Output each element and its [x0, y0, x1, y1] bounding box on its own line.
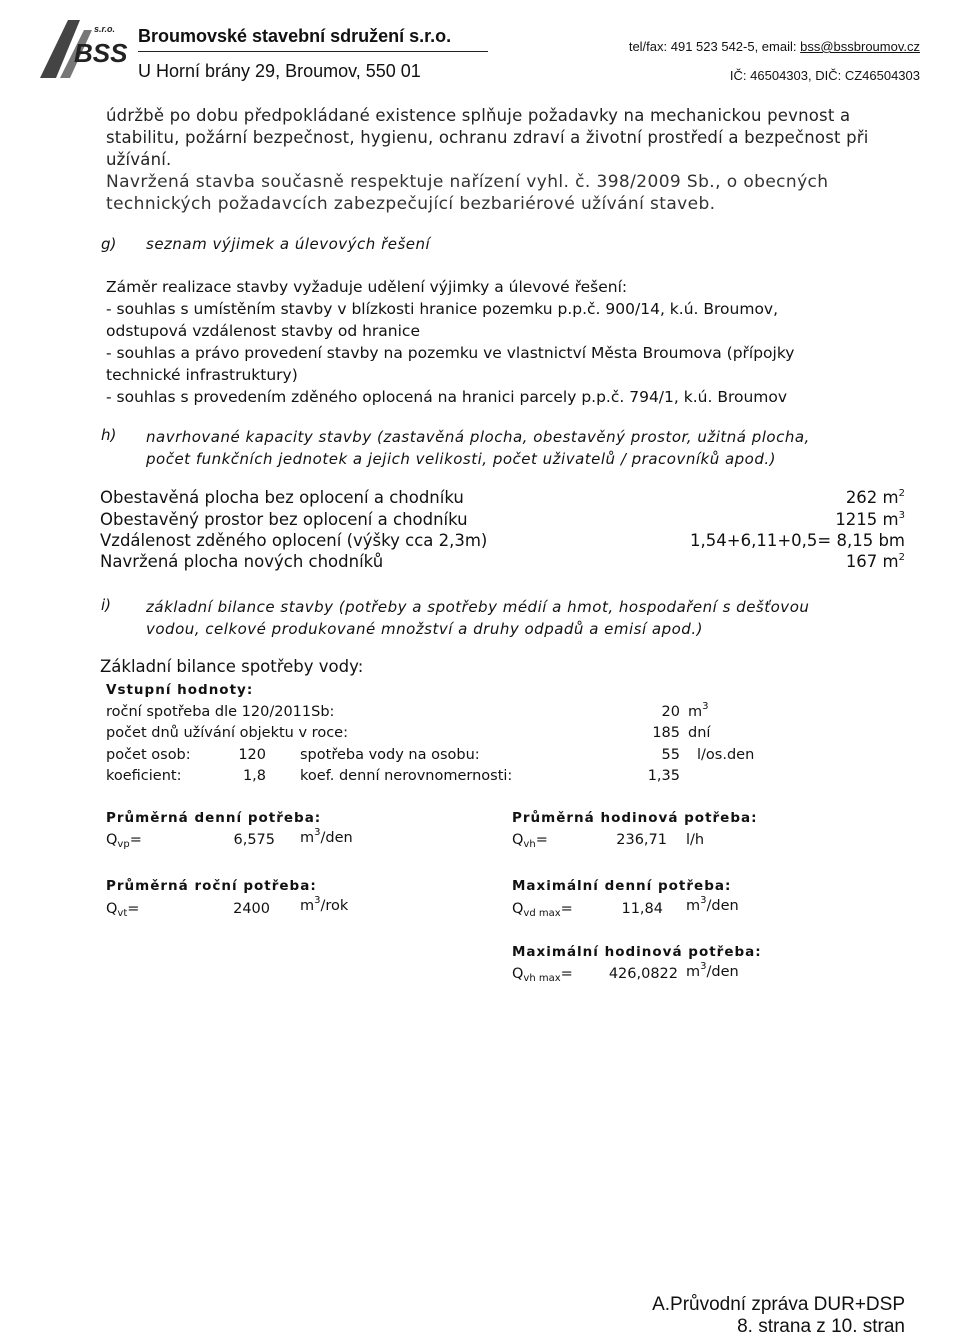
- intro-line: užívání.: [106, 150, 172, 169]
- unit-exponent: 3: [702, 701, 709, 712]
- company-ids: IČ: 46504303, DIČ: CZ46504303: [729, 68, 920, 83]
- hourly-avg-value: 236,71: [616, 832, 667, 848]
- unit-tail: /den: [706, 898, 739, 914]
- annual-avg-value: 2400: [233, 901, 270, 917]
- intro-line: technických požadavcích zabezpečující bezbariérové užívání staveb.: [106, 194, 716, 214]
- coef-value: 1,8: [242, 768, 266, 784]
- hourly-max-label: Maximální hodinová potřeba:: [512, 944, 762, 960]
- per-person-unit: l/os.den: [697, 747, 755, 763]
- unit-tail: /den: [706, 964, 739, 980]
- value-text: 167 m: [845, 552, 899, 571]
- value-exponent: 3: [898, 510, 905, 521]
- company-name: Broumovské stavební sdružení s.r.o.: [138, 26, 452, 46]
- annual-avg-unit: [300, 895, 349, 914]
- unit-text: m: [686, 964, 701, 980]
- symbol-text: Q: [512, 966, 524, 982]
- intro-line: stabilitu, požární bezpečnost, hygienu, ochranu zdraví a životní prostředí a bezpečnost při: [106, 128, 869, 147]
- header-divider: [138, 51, 488, 52]
- section-g-title: seznam výjimek a úlevových řešení: [146, 235, 431, 253]
- value-text: 1,54+6,11+0,5= 8,15 bm: [690, 531, 905, 550]
- section-g-letter: g): [101, 235, 117, 253]
- daily-avg-symbol: $Q_{vp}=$: [106, 832, 142, 850]
- contact-phone: tel/fax: 491 523 542-5, email:: [628, 39, 801, 54]
- water-heading: Základní bilance spotřeby vody:: [100, 657, 364, 676]
- unit-exponent: 3: [314, 827, 321, 838]
- daily-max-unit: [686, 895, 739, 914]
- body-line: - souhlas s provedením zděného oplocená na hranici parcely p.p.č. 794/1, k.ú. Broumov: [106, 388, 788, 406]
- unit-tail: /rok: [320, 898, 349, 914]
- daily-avg-unit: [300, 827, 353, 846]
- hourly-max-value: 426,0822: [608, 966, 678, 982]
- unit-tail: /den: [320, 830, 353, 846]
- intro-paragraph-2: [106, 171, 828, 215]
- hourly-avg-symbol: $Q_{vh}=$: [512, 832, 548, 850]
- unit-exponent: 3: [700, 961, 707, 972]
- unit-text: m: [300, 830, 315, 846]
- value-exponent: 2: [898, 488, 905, 499]
- body-line: Záměr realizace stavby vyžaduje udělení výjimky a úlevové řešení:: [106, 278, 628, 296]
- symbol-text: Q: [106, 832, 118, 848]
- daily-max-value: 11,84: [621, 901, 663, 917]
- symbol-subscript: vp: [117, 839, 130, 850]
- daily-max-label: Maximální denní potřeba:: [512, 878, 732, 894]
- capacity-value: [835, 510, 905, 529]
- capacity-label: Obestavěná plocha bez oplocení a chodníku: [100, 488, 464, 507]
- company-logo: [38, 18, 138, 80]
- per-person-label: spotřeba vody na osobu:: [300, 747, 480, 763]
- annual-unit: [688, 701, 709, 720]
- days-unit: dní: [688, 725, 711, 741]
- persons-value: 120: [238, 747, 266, 763]
- persons-label: počet osob:: [106, 747, 191, 763]
- capacity-label: Vzdálenost zděného oplocení (výšky cca 2,3m): [100, 531, 488, 550]
- title-line: počet funkčních jednotek a jejich velikosti, počet uživatelů / pracovníků apod.): [146, 450, 776, 468]
- title-line: základní bilance stavby (potřeby a spotřeby médií a hmot, hospodaření s dešťovou: [146, 598, 810, 616]
- uneven-label: koef. denní nerovnomernosti:: [300, 768, 513, 784]
- title-line: navrhované kapacity stavby (zastavěná plocha, obestavěný prostor, užitná plocha,: [146, 428, 810, 446]
- uneven-value: 1,35: [647, 768, 680, 784]
- intro-line: údržbě po dobu předpokládané existence splňuje požadavky na mechanickou pevnost a: [106, 106, 851, 125]
- body-line: technické infrastruktury): [106, 366, 298, 384]
- symbol-subscript: vt: [117, 908, 128, 919]
- body-line: - souhlas s umístěním stavby v blízkosti hranice pozemku p.p.č. 900/14, k.ú. Broumov,: [106, 300, 779, 318]
- inputs-label: Vstupní hodnoty:: [106, 682, 254, 698]
- unit-exponent: 3: [314, 895, 321, 906]
- capacity-value: [846, 488, 905, 507]
- footer-document: A.Průvodní zpráva DUR+DSP: [652, 1294, 905, 1315]
- section-g-body: [106, 276, 794, 408]
- capacity-label: Obestavěný prostor bez oplocení a chodníku: [100, 510, 468, 529]
- intro-paragraph: [106, 105, 869, 171]
- symbol-subscript: vd max: [523, 908, 561, 919]
- body-line: odstupová vzdálenost stavby od hranice: [106, 322, 420, 340]
- symbol-text: Q: [106, 901, 118, 917]
- logo-text: BSS: [74, 38, 128, 68]
- section-h-title: [146, 426, 810, 470]
- annual-value: 20: [661, 704, 680, 720]
- title-line: vodou, celkové produkované množství a druhy odpadů a emisí apod.): [146, 620, 703, 638]
- daily-avg-label: Průměrná denní potřeba:: [106, 810, 322, 826]
- per-person-value: 55: [661, 747, 680, 763]
- footer-page-number: 8. strana z 10. stran: [737, 1316, 905, 1337]
- hourly-avg-unit: l/h: [686, 832, 705, 848]
- unit-text: m: [688, 704, 703, 720]
- days-label: počet dnů užívání objektu v roce:: [106, 725, 348, 741]
- symbol-subscript: vh max: [523, 973, 561, 984]
- value-text: 1215 m: [835, 510, 899, 529]
- annual-avg-symbol: $Q_{vt}=$: [106, 901, 140, 919]
- coef-label: koeficient:: [106, 768, 182, 784]
- symbol-text: Q: [512, 832, 524, 848]
- capacity-value: [846, 552, 905, 571]
- hourly-max-unit: [686, 961, 739, 980]
- annual-label: roční spotřeba dle 120/2011Sb:: [106, 704, 335, 720]
- days-value: 185: [652, 725, 680, 741]
- section-i-title: [146, 596, 809, 640]
- symbol-text: Q: [512, 901, 524, 917]
- company-contact: [629, 39, 920, 54]
- section-i-letter: i): [101, 596, 112, 614]
- intro-line: Navržená stavba současně respektuje nařízení vyhl. č. 398/2009 Sb., o obecných: [106, 172, 829, 192]
- capacity-value: [690, 531, 905, 550]
- email-link[interactable]: bss@bssbroumov.cz: [800, 39, 920, 54]
- daily-avg-value: 6,575: [233, 832, 275, 848]
- capacity-label: Navržená plocha nových chodníků: [100, 552, 384, 571]
- hourly-avg-label: Průměrná hodinová potřeba:: [512, 810, 758, 826]
- unit-text: m: [686, 898, 701, 914]
- body-line: - souhlas a právo provedení stavby na pozemku ve vlastnictví Města Broumova (přípojky: [106, 344, 795, 362]
- value-text: 262 m: [845, 488, 899, 507]
- logo-small-text: s.r.o.: [94, 24, 116, 34]
- company-address: U Horní brány 29, Broumov, 550 01: [138, 61, 421, 81]
- unit-text: m: [300, 898, 315, 914]
- unit-exponent: 3: [700, 895, 707, 906]
- section-h-letter: h): [101, 426, 117, 444]
- annual-avg-label: Průměrná roční potřeba:: [106, 878, 317, 894]
- daily-max-symbol: $Q_{vd max}=$: [512, 901, 573, 919]
- value-exponent: 2: [898, 552, 905, 563]
- symbol-subscript: vh: [523, 839, 536, 850]
- hourly-max-symbol: $Q_{vh max}=$: [512, 966, 573, 984]
